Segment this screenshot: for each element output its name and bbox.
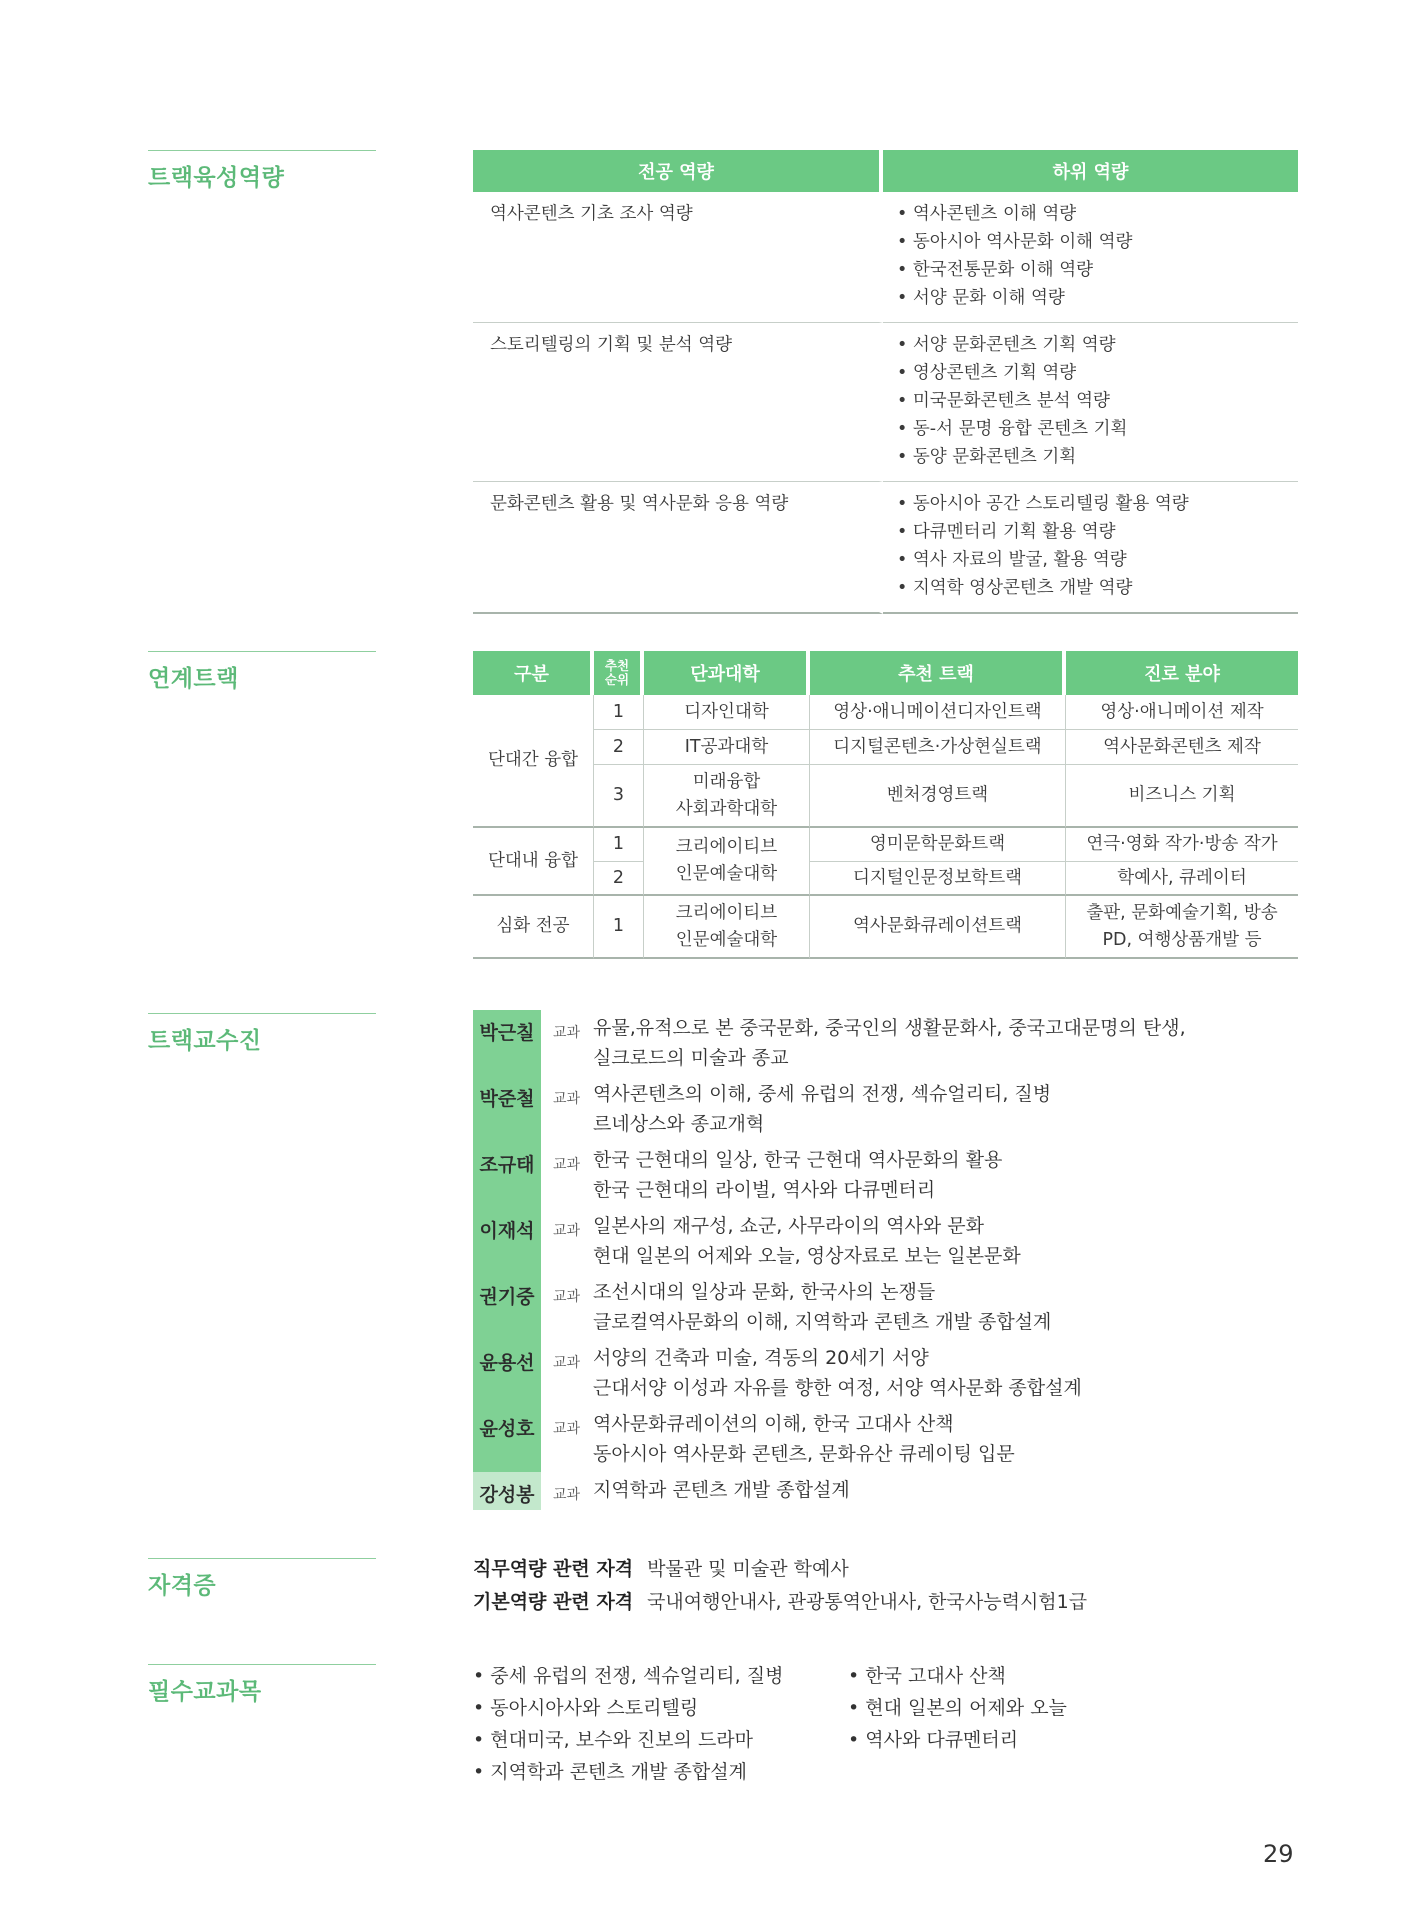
faculty-courses xyxy=(581,1274,1051,1340)
table-row xyxy=(473,765,1298,828)
header-type: 구분 xyxy=(473,651,594,695)
header-sub-competency: 하위 역량 xyxy=(883,150,1298,192)
course-line2: 현대 일본의 어제와 오늘, 영상자료로 보는 일본문화 xyxy=(593,1245,1021,1267)
rank-cell: 3 xyxy=(594,765,644,828)
header-career: 진로 분야 xyxy=(1066,651,1298,695)
sub-competency-list xyxy=(883,192,1298,323)
faculty-name: 강성봉 xyxy=(473,1472,541,1510)
rank-cell: 1 xyxy=(594,695,644,730)
list-item: • 미국문화콘텐츠 분석 역량 xyxy=(897,391,1110,411)
faculty-tag: 교과 xyxy=(553,1289,581,1305)
track-cell: 영상·애니메이션디자인트랙 xyxy=(810,695,1066,730)
career-cell: 연극·영화 작가·방송 작가 xyxy=(1066,828,1298,862)
header-rank-line2: 순위 xyxy=(604,672,630,687)
track-cell: 벤처경영트랙 xyxy=(810,765,1066,828)
table-row xyxy=(473,828,1298,862)
career-cell: 비즈니스 기획 xyxy=(1066,765,1298,828)
list-item: • 동-서 문명 융합 콘텐츠 기획 xyxy=(897,419,1128,439)
table-row xyxy=(473,896,1298,959)
track-cell: 역사문화큐레이션트랙 xyxy=(810,896,1066,959)
list-item: • 동아시아 역사문화 이해 역량 xyxy=(897,232,1133,252)
course-line1: 역사콘텐츠의 이해, 중세 유럽의 전쟁, 섹슈얼리티, 질병 xyxy=(593,1083,1052,1105)
table-row xyxy=(473,730,1298,765)
career-line2: PD, 여행상품개발 등 xyxy=(1102,929,1262,950)
college-line2: 사회과학대학 xyxy=(675,798,778,819)
group-inter-college: 단대간 융합 xyxy=(473,695,594,828)
major-competency: 문화콘텐츠 활용 및 역사문화 응용 역량 xyxy=(473,482,883,614)
table-row xyxy=(473,695,1298,730)
section-label-track-competency: 트랙육성역량 xyxy=(148,150,376,192)
major-competency: 스토리텔링의 기획 및 분석 역량 xyxy=(473,323,883,482)
list-item: • 역사 자료의 발굴, 활용 역량 xyxy=(897,550,1127,570)
course-line1: 유물,유적으로 본 중국문화, 중국인의 생활문화사, 중국고대문명의 탄생, xyxy=(593,1017,1186,1039)
faculty-row xyxy=(473,1340,1303,1406)
rank-cell: 2 xyxy=(594,730,644,765)
certificates xyxy=(473,1553,1087,1619)
required-courses-col1 xyxy=(473,1660,783,1788)
faculty-list xyxy=(473,1010,1303,1510)
faculty-name: 박준철 xyxy=(473,1076,541,1142)
faculty-row xyxy=(473,1010,1303,1076)
faculty-courses xyxy=(581,1010,1186,1076)
faculty-row xyxy=(473,1076,1303,1142)
list-item: • 현대 일본의 어제와 오늘 xyxy=(848,1697,1067,1719)
college-cell: 디자인대학 xyxy=(644,695,810,730)
faculty-row xyxy=(473,1142,1303,1208)
faculty-row xyxy=(473,1472,1303,1510)
college-line1: 크리에이티브 xyxy=(675,902,778,923)
college-line1: 크리에이티브 xyxy=(675,837,778,857)
course-line2: 글로컬역사문화의 이해, 지역학과 콘텐츠 개발 종합설계 xyxy=(593,1311,1052,1333)
list-item: • 동양 문화콘텐츠 기획 xyxy=(897,447,1077,467)
list-item: • 한국 고대사 산책 xyxy=(848,1665,1006,1687)
list-item: • 서양 문화 이해 역량 xyxy=(897,288,1065,308)
header-major-competency: 전공 역량 xyxy=(473,150,883,192)
cert-basic-value: 국내여행안내사, 관광통역안내사, 한국사능력시험1급 xyxy=(647,1591,1088,1613)
sub-competency-list xyxy=(883,323,1298,482)
course-line1: 서양의 건축과 미술, 격동의 20세기 서양 xyxy=(593,1347,929,1369)
section-label-required-courses: 필수교과목 xyxy=(148,1664,376,1706)
list-item: • 역사와 다큐멘터리 xyxy=(848,1729,1019,1751)
list-item: • 지역학과 콘텐츠 개발 종합설계 xyxy=(473,1761,747,1783)
faculty-tag: 교과 xyxy=(553,1157,581,1173)
cert-job-key: 직무역량 관련 자격 xyxy=(473,1558,634,1580)
faculty-row xyxy=(473,1274,1303,1340)
faculty-courses xyxy=(581,1340,1082,1406)
header-rank-line1: 추천 xyxy=(604,658,630,673)
faculty-tag: 교과 xyxy=(553,1355,581,1371)
faculty-tag: 교과 xyxy=(553,1091,581,1107)
course-line1: 지역학과 콘텐츠 개발 종합설계 xyxy=(593,1479,850,1501)
list-item: • 중세 유럽의 전쟁, 섹슈얼리티, 질병 xyxy=(473,1665,784,1687)
track-cell: 영미문학문화트랙 xyxy=(810,828,1066,862)
section-label-linked-track: 연계트랙 xyxy=(148,651,376,693)
list-item: • 동아시아 공간 스토리텔링 활용 역량 xyxy=(897,494,1189,514)
list-item: • 영상콘텐츠 기획 역량 xyxy=(897,363,1077,383)
career-cell: 영상·애니메이션 제작 xyxy=(1066,695,1298,730)
header-track: 추천 트랙 xyxy=(810,651,1066,695)
college-line2: 인문예술대학 xyxy=(675,929,778,950)
cert-basic-key: 기본역량 관련 자격 xyxy=(473,1591,634,1613)
faculty-tag: 교과 xyxy=(553,1223,581,1239)
course-line2: 근대서양 이성과 자유를 향한 여정, 서양 역사문화 종합설계 xyxy=(593,1377,1082,1399)
group-deep-major: 심화 전공 xyxy=(473,896,594,959)
faculty-tag: 교과 xyxy=(553,1487,581,1503)
faculty-tag: 교과 xyxy=(553,1421,581,1437)
header-rank xyxy=(594,651,644,695)
college-cell: IT공과대학 xyxy=(644,730,810,765)
faculty-name: 조규태 xyxy=(473,1142,541,1208)
table-row xyxy=(473,192,1298,323)
table-row xyxy=(473,862,1298,896)
faculty-tag: 교과 xyxy=(553,1025,581,1041)
section-label-certificates: 자격증 xyxy=(148,1558,376,1600)
faculty-courses xyxy=(581,1406,1015,1472)
track-cell: 디지털인문정보학트랙 xyxy=(810,862,1066,896)
course-line2: 동아시아 역사문화 콘텐츠, 문화유산 큐레이팅 입문 xyxy=(593,1443,1015,1465)
list-item: • 현대미국, 보수와 진보의 드라마 xyxy=(473,1729,754,1751)
table-row xyxy=(473,482,1298,614)
faculty-row xyxy=(473,1406,1303,1472)
rank-cell: 1 xyxy=(594,828,644,862)
faculty-courses xyxy=(581,1142,1002,1208)
required-courses-col2 xyxy=(848,1660,1067,1756)
sub-competency-list xyxy=(883,482,1298,614)
linked-track-table xyxy=(473,651,1298,959)
college-line2: 인문예술대학 xyxy=(675,864,778,884)
course-line2: 실크로드의 미술과 종교 xyxy=(593,1047,789,1069)
course-line1: 조선시대의 일상과 문화, 한국사의 논쟁들 xyxy=(593,1281,936,1303)
faculty-name: 윤성호 xyxy=(473,1406,541,1472)
track-cell: 디지털콘텐츠·가상현실트랙 xyxy=(810,730,1066,765)
cert-job-row xyxy=(473,1553,1087,1586)
college-line1: 미래융합 xyxy=(692,771,761,792)
rank-cell: 1 xyxy=(594,896,644,959)
group-intra-college: 단대내 융합 xyxy=(473,828,594,896)
section-label-faculty: 트랙교수진 xyxy=(148,1013,376,1055)
list-item: • 한국전통문화 이해 역량 xyxy=(897,260,1094,280)
course-line2: 한국 근현대의 라이벌, 역사와 다큐멘터리 xyxy=(593,1179,936,1201)
career-cell: 학예사, 큐레이터 xyxy=(1066,862,1298,896)
college-cell xyxy=(644,828,810,896)
major-competency: 역사콘텐츠 기초 조사 역량 xyxy=(473,192,883,323)
career-cell xyxy=(1066,896,1298,959)
faculty-row xyxy=(473,1208,1303,1274)
faculty-courses xyxy=(581,1076,1051,1142)
career-cell: 역사문화콘텐츠 제작 xyxy=(1066,730,1298,765)
faculty-courses xyxy=(581,1208,1021,1274)
faculty-name: 박근칠 xyxy=(473,1010,541,1076)
faculty-name: 권기중 xyxy=(473,1274,541,1340)
course-line2: 르네상스와 종교개혁 xyxy=(593,1113,765,1135)
course-line1: 한국 근현대의 일상, 한국 근현대 역사문화의 활용 xyxy=(593,1149,1003,1171)
header-college: 단과대학 xyxy=(644,651,810,695)
competency-table xyxy=(473,150,1298,614)
career-line1: 출판, 문화예술기획, 방송 xyxy=(1086,902,1278,923)
college-cell xyxy=(644,765,810,828)
list-item: • 서양 문화콘텐츠 기획 역량 xyxy=(897,335,1116,355)
faculty-name: 윤용선 xyxy=(473,1340,541,1406)
page-number: 29 xyxy=(1263,1840,1294,1868)
course-line1: 역사문화큐레이션의 이해, 한국 고대사 산책 xyxy=(593,1413,954,1435)
list-item: • 다큐멘터리 기획 활용 역량 xyxy=(897,522,1116,542)
course-line1: 일본사의 재구성, 쇼군, 사무라이의 역사와 문화 xyxy=(593,1215,985,1237)
table-row xyxy=(473,323,1298,482)
list-item: • 동아시아사와 스토리텔링 xyxy=(473,1697,699,1719)
faculty-courses xyxy=(581,1472,850,1510)
college-cell xyxy=(644,896,810,959)
list-item: • 역사콘텐츠 이해 역량 xyxy=(897,204,1077,224)
cert-job-value: 박물관 및 미술관 학예사 xyxy=(647,1558,849,1580)
rank-cell: 2 xyxy=(594,862,644,896)
faculty-name: 이재석 xyxy=(473,1208,541,1274)
cert-basic-row xyxy=(473,1586,1087,1619)
list-item: • 지역학 영상콘텐츠 개발 역량 xyxy=(897,578,1133,598)
